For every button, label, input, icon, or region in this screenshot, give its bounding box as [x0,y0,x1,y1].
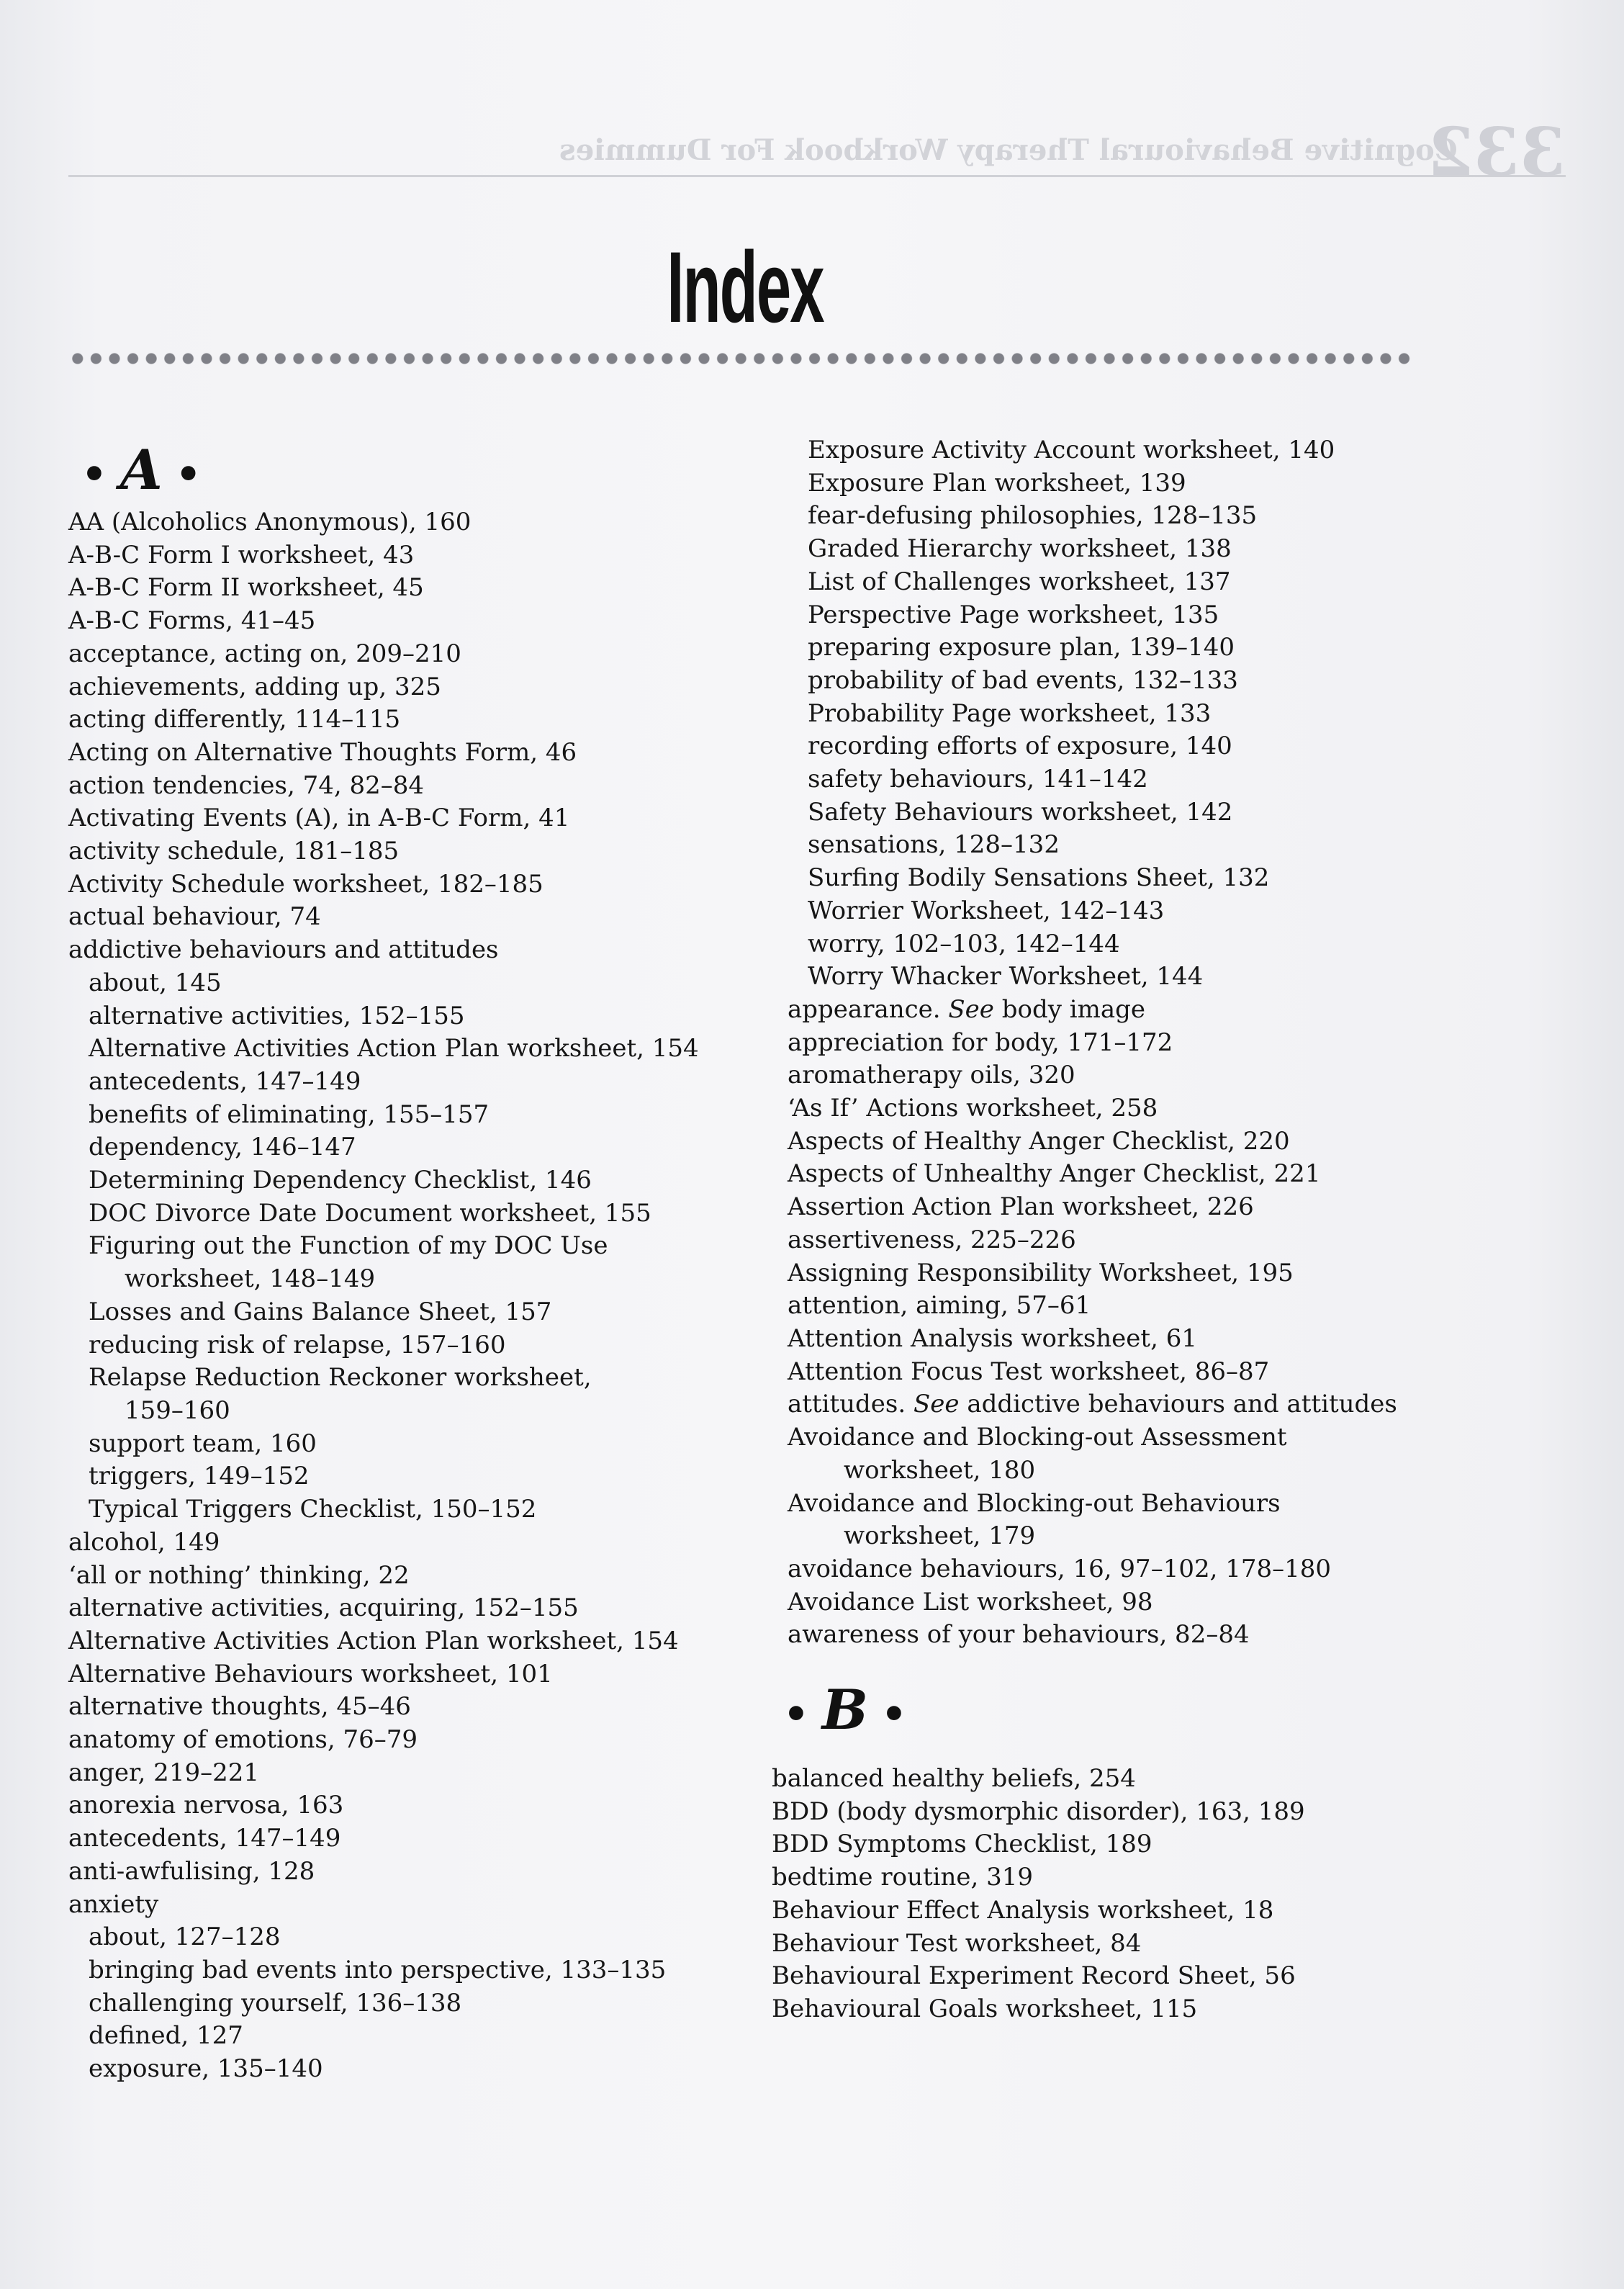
index-entry: Activating Events (A), in A-B-C Form, 41 [68,804,570,833]
index-entry: acceptance, acting on, 209–210 [68,639,461,668]
index-entry: BDD Symptoms Checklist, 189 [772,1830,1152,1859]
index-entry [788,994,1507,1027]
index-entry-target: addictive behaviours and attitudes [959,1390,1397,1419]
index-entry: Aspects of Unhealthy Anger Checklist, 221 [788,1159,1321,1189]
index-entry: Probability Page worksheet, 133 [808,698,1212,728]
index-entry: benefits of eliminating, 155–157 [89,1099,490,1129]
index-entry: Attention Focus Test worksheet, 86–87 [788,1357,1270,1386]
index-entry: worry, 102–103, 142–144 [808,929,1120,958]
index-entry: Worry Whacker Worksheet, 144 [808,962,1204,991]
index-entry: avoidance behaviours, 16, 97–102, 178–180 [788,1554,1331,1583]
index-entry: Safety Behaviours worksheet, 142 [808,797,1233,827]
index-entry: alcohol, 149 [68,1527,220,1557]
index-entry: 159–160 [125,1395,230,1425]
index-entry: Determining Dependency Checklist, 146 [89,1166,592,1195]
bullet-icon: • [175,451,202,498]
see-reference: See [948,994,994,1024]
index-entry: antecedents, 147–149 [89,1066,361,1096]
index-entry: List of Challenges worksheet, 137 [808,567,1231,596]
index-entry: Alternative Activities Action Plan worksheet, 154 [68,1626,679,1655]
index-entry: ‘all or nothing’ thinking, 22 [68,1560,410,1590]
bleed-through-page-number: 332 [1427,113,1566,191]
index-entry: alternative activities, 152–155 [89,1001,465,1030]
index-entry: Assigning Responsibility Worksheet, 195 [788,1258,1294,1287]
index-entry: Perspective Page worksheet, 135 [808,600,1219,629]
index-entry: support team, 160 [89,1429,317,1458]
index-entry: ‘As If’ Actions worksheet, 258 [788,1094,1158,1123]
bullet-icon: • [881,1691,907,1738]
index-entry: Figuring out the Function of my DOC Use [89,1231,608,1261]
bleed-through-header [68,113,1566,191]
index-entry: A-B-C Form I worksheet, 43 [68,540,415,570]
section-letter-b [770,1678,920,1742]
index-entry: worksheet, 148–149 [125,1264,376,1294]
index-entry: acting differently, 114–115 [68,705,401,734]
index-entry: Avoidance and Blocking-out Behaviours [788,1488,1281,1518]
index-entry: achievements, adding up, 325 [68,672,441,701]
section-letter-a [68,438,215,502]
index-entry: recording efforts of exposure, 140 [808,732,1232,761]
section-letter: B [821,1678,869,1742]
index-entry: Behaviour Test worksheet, 84 [772,1928,1142,1958]
index-entry: dependency, 146–147 [89,1133,356,1162]
index-entry-target: body image [993,994,1146,1024]
index-column-left [68,506,788,2086]
index-entry: appreciation for body, 171–172 [788,1027,1173,1057]
page-title: Index [667,230,824,343]
bleed-through-header-text: Cognitive Behavioural Therapy Workbook For Dummies [559,133,1458,167]
index-entry: Aspects of Healthy Anger Checklist, 220 [788,1126,1290,1156]
index-entry: worksheet, 179 [844,1521,1036,1551]
dotted-divider [68,351,1415,366]
index-entry: Alternative Behaviours worksheet, 101 [68,1659,553,1688]
index-entry: A-B-C Form II worksheet, 45 [68,573,424,603]
index-entry: Acting on Alternative Thoughts Form, 46 [68,737,577,767]
index-entry: Behavioural Goals worksheet, 115 [772,1994,1198,2023]
index-entry: alternative activities, acquiring, 152–155 [68,1593,579,1623]
index-entry: about, 127–128 [89,1923,281,1952]
index-entry: Graded Hierarchy worksheet, 138 [808,534,1232,564]
index-entry: anorexia nervosa, 163 [68,1791,344,1820]
index-entry: Behavioural Experiment Record Sheet, 56 [772,1961,1296,1991]
index-entry: Activity Schedule worksheet, 182–185 [68,869,543,899]
index-entry: attention, aiming, 57–61 [788,1291,1091,1321]
index-entry: anatomy of emotions, 76–79 [68,1725,418,1755]
index-entry: reducing risk of relapse, 157–160 [89,1330,506,1359]
index-entry-term: appearance. [788,994,949,1024]
index-entry: alternative thoughts, 45–46 [68,1692,411,1722]
index-entry: defined, 127 [89,2021,243,2051]
index-entry: anger, 219–221 [68,1758,259,1787]
index-entry: BDD (body dysmorphic disorder), 163, 189 [772,1796,1305,1826]
index-entry: bringing bad events into perspective, 133–135 [89,1955,667,1984]
index-entry: antecedents, 147–149 [68,1824,341,1853]
index-entry: Attention Analysis worksheet, 61 [788,1323,1197,1353]
index-entry: sensations, 128–132 [808,830,1060,860]
index-entry: A-B-C Forms, 41–45 [68,606,316,636]
index-entry: probability of bad events, 132–133 [808,665,1238,695]
index-entry: aromatherapy oils, 320 [788,1061,1075,1090]
index-entry: Avoidance and Blocking-out Assessment [788,1423,1287,1452]
index-entry: addictive behaviours and attitudes [68,935,499,965]
index-entry: Worrier Worksheet, 142–143 [808,896,1165,925]
index-entry: worksheet, 180 [844,1455,1036,1485]
index-entry: preparing exposure plan, 139–140 [808,633,1235,662]
index-entry: assertiveness, 225–226 [788,1225,1076,1254]
index-entry: DOC Divorce Date Document worksheet, 155 [89,1198,651,1228]
index-entry: Assertion Action Plan worksheet, 226 [788,1192,1254,1222]
index-entry: Losses and Gains Balance Sheet, 157 [89,1297,552,1326]
index-entry: awareness of your behaviours, 82–84 [788,1620,1250,1650]
index-entry: triggers, 149–152 [89,1462,310,1491]
index-entry-term: attitudes. [788,1390,914,1419]
index-entry: activity schedule, 181–185 [68,837,400,866]
index-entry: AA (Alcoholics Anonymous), 160 [68,508,472,536]
index-entry: balanced healthy beliefs, 254 [772,1764,1136,1793]
bullet-icon: • [783,1691,809,1738]
bullet-icon: • [81,451,107,498]
index-entry: about, 145 [89,968,222,997]
index-entry: anti-awfulising, 128 [68,1856,315,1886]
index-entry: Relapse Reduction Reckoner worksheet, [89,1363,592,1393]
index-column-b [772,1763,1492,2026]
index-entry: Surfing Bodily Sensations Sheet, 132 [808,863,1270,893]
index-entry: exposure, 135–140 [89,2054,323,2084]
index-entry: Exposure Activity Account worksheet, 140 [808,436,1335,464]
index-entry: fear-defusing philosophies, 128–135 [808,501,1258,531]
index-entry: anxiety [68,1889,159,1919]
index-entry: challenging yourself, 136–138 [89,1988,462,2018]
index-entry: bedtime routine, 319 [772,1863,1034,1892]
see-reference: See [913,1390,960,1419]
index-entry: Behaviour Effect Analysis worksheet, 18 [772,1895,1274,1925]
index-entry [788,1388,1507,1421]
section-letter: A [119,438,163,502]
index-entry: action tendencies, 74, 82–84 [68,770,424,800]
index-entry: Alternative Activities Action Plan worksheet, 154 [89,1034,699,1063]
index-column-right [788,434,1507,1652]
index-entry: actual behaviour, 74 [68,902,321,932]
index-entry: Typical Triggers Checklist, 150–152 [89,1495,537,1524]
index-entry: Exposure Plan worksheet, 139 [808,468,1186,498]
index-entry: safety behaviours, 141–142 [808,765,1148,794]
index-entry: Avoidance List worksheet, 98 [788,1587,1153,1616]
